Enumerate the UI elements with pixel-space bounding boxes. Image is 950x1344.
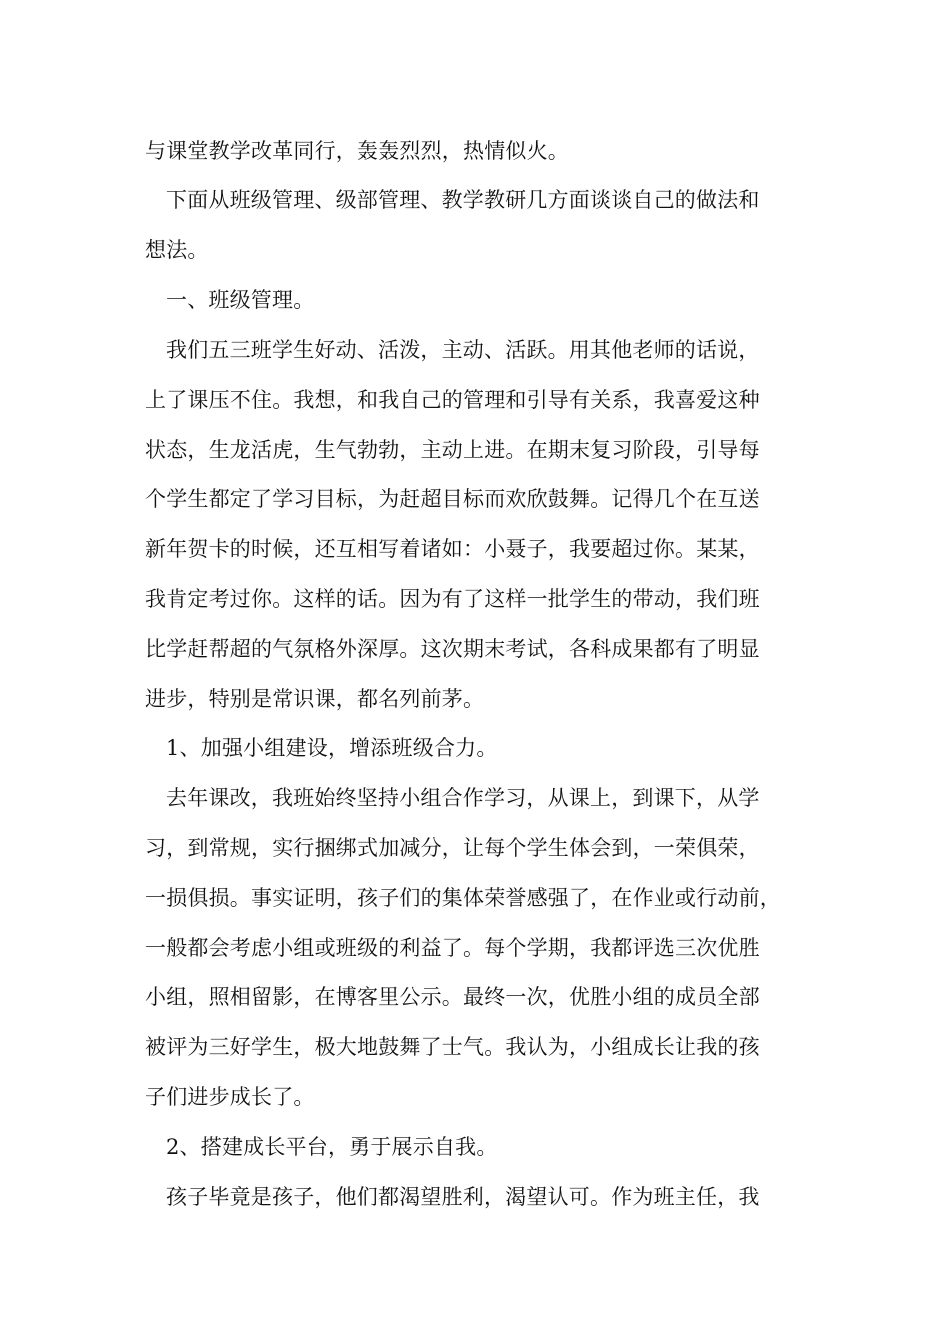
text-line: 被评为三好学生，极大地鼓舞了士气。我认为，小组成长让我的孩 [145,1035,760,1059]
text-line: 我们五三班学生好动、活泼，主动、活跃。用其他老师的话说， [166,338,760,362]
text-line: 去年课改，我班始终坚持小组合作学习，从课上，到课下，从学 [166,786,760,810]
text-line: 与课堂教学改革同行，轰轰烈烈，热情似火。 [145,139,569,163]
text-line: 上了课压不住。我想，和我自己的管理和引导有关系，我喜爱这种 [145,388,760,412]
text-line: 比学赶帮超的气氛格外深厚。这次期末考试，各科成果都有了明显 [145,637,760,661]
text-line: 进步，特别是常识课，都名列前茅。 [145,687,485,711]
text-line: 孩子毕竟是孩子，他们都渴望胜利，渴望认可。作为班主任，我 [166,1185,760,1209]
text-line: 一损俱损。事实证明，孩子们的集体荣誉感强了，在作业或行动前， [145,886,781,910]
text-line: 子们进步成长了。 [145,1085,315,1109]
text-line: 一般都会考虑小组或班级的利益了。每个学期，我都评选三次优胜 [145,936,760,960]
text-line: 个学生都定了学习目标，为赶超目标而欢欣鼓舞。记得几个在互送 [145,487,760,511]
text-line: 下面从班级管理、级部管理、教学教研几方面谈谈自己的做法和 [166,188,760,212]
text-line: 我肯定考过你。这样的话。因为有了这样一批学生的带动，我们班 [145,587,760,611]
text-line: 状态，生龙活虎，生气勃勃，主动上进。在期末复习阶段，引导每 [145,438,760,462]
section-heading: 一、班级管理。 [166,288,315,312]
subsection-heading: 1、加强小组建设，增添班级合力。 [166,736,498,760]
text-line: 新年贺卡的时候，还互相写着诸如：小聂子，我要超过你。某某， [145,537,760,561]
text-line: 想法。 [145,238,209,262]
text-line: 小组，照相留影，在博客里公示。最终一次，优胜小组的成员全部 [145,985,760,1009]
text-line: 习，到常规，实行捆绑式加减分，让每个学生体会到，一荣俱荣， [145,836,760,860]
subsection-heading: 2、搭建成长平台，勇于展示自我。 [166,1135,498,1159]
